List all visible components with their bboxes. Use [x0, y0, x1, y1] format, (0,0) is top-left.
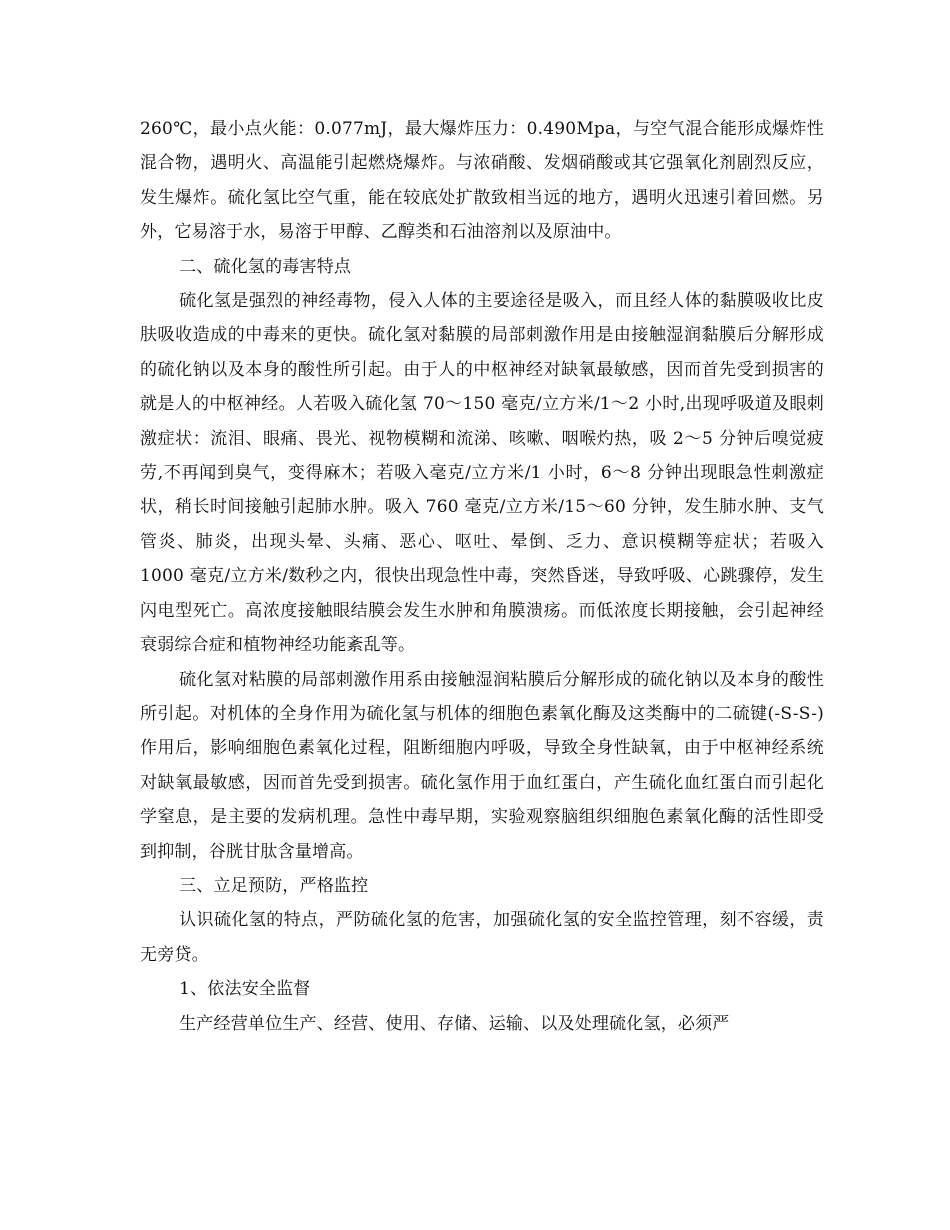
subsection-heading-supervision: 1、依法安全监督 — [179, 979, 311, 1000]
section-heading-prevention: 三、立足预防，严格监控 — [179, 875, 369, 896]
paragraph-toxicity-2: 硫化氢对粘膜的局部刺激作用系由接触湿润粘膜后分解形成的硫化钠以及本身的酸性所引起。对机体的全身作用为硫化氢与机体的细胞色素氧化酶及这类酶中的二硫键(-S-S-)作用后，影响细胞色素氧化过程，阻断细胞内呼吸，导致全身性缺氧，由于中枢神经系统对缺氧最敏感，因而首先受到损害。硫化氢作用于血红蛋白，产生硫化血红蛋白而引起化学窒息，是主要的发病机理。急性中毒早期，实验观察脑组织细胞色素氧化酶的活性即受到抑制，谷胱甘肽含量增高。 — [140, 669, 824, 862]
paragraph-toxicity-1: 硫化氢是强烈的神经毒物，侵入人体的主要途径是吸入，而且经人体的黏膜吸收比皮肤吸收造成的中毒来的更快。硫化氢对黏膜的局部刺激作用是由接触湿润黏膜后分解形成的硫化钠以及本身的酸性所引起。由于人的中枢神经对缺氧最敏感，因而首先受到损害的就是人的中枢神经。人若吸入硫化氢 70～150 毫克/立方米/1～2 小时,出现呼吸道及眼刺激症状：流泪、眼痛、畏光、视物模糊和流涕、咳嗽、咽喉灼热，吸 2～5 分钟后嗅觉疲劳,不再闻到臭气，变得麻木；若吸入毫克/立方米/1 小时，6～8 分钟出现眼急性刺激症状，稍长时间接触引起肺水肿。吸入 760 毫克/立方米/15～60 分钟，发生肺水肿、支气管炎、肺炎，出现头晕、头痛、恶心、呕吐、晕倒、乏力、意识模糊等症状；若吸入 1000 毫克/立方米/数秒之内，很快出现急性中毒，突然昏迷，导致呼吸、心跳骤停，发生闪电型死亡。高浓度接触眼结膜会发生水肿和角膜溃疡。而低浓度长期接触，会引起神经衰弱综合症和植物神经功能紊乱等。 — [140, 291, 824, 656]
paragraph-supervision: 生产经营单位生产、经营、使用、存储、运输、以及处理硫化氢，必须严 — [179, 1013, 730, 1034]
section-heading-toxicity: 二、硫化氢的毒害特点 — [179, 256, 352, 277]
document-page — [140, 112, 824, 1041]
paragraph-intro: 260℃，最小点火能：0.077mJ，最大爆炸压力：0.490Mpa，与空气混合能形成爆炸性混合物，遇明火、高温能引起燃烧爆炸。与浓硝酸、发烟硝酸或其它强氧化剂剧烈反应，发生爆炸。硫化氢比空气重，能在较底处扩散致相当远的地方，遇明火迅速引着回燃。另外，它易溶于水，易溶于甲醇、乙醇类和石油溶剂以及原油中。 — [140, 119, 824, 243]
paragraph-prevention: 认识硫化氢的特点，严防硫化氢的危害，加强硫化氢的安全监控管理，刻不容缓，责无旁贷。 — [140, 910, 824, 965]
